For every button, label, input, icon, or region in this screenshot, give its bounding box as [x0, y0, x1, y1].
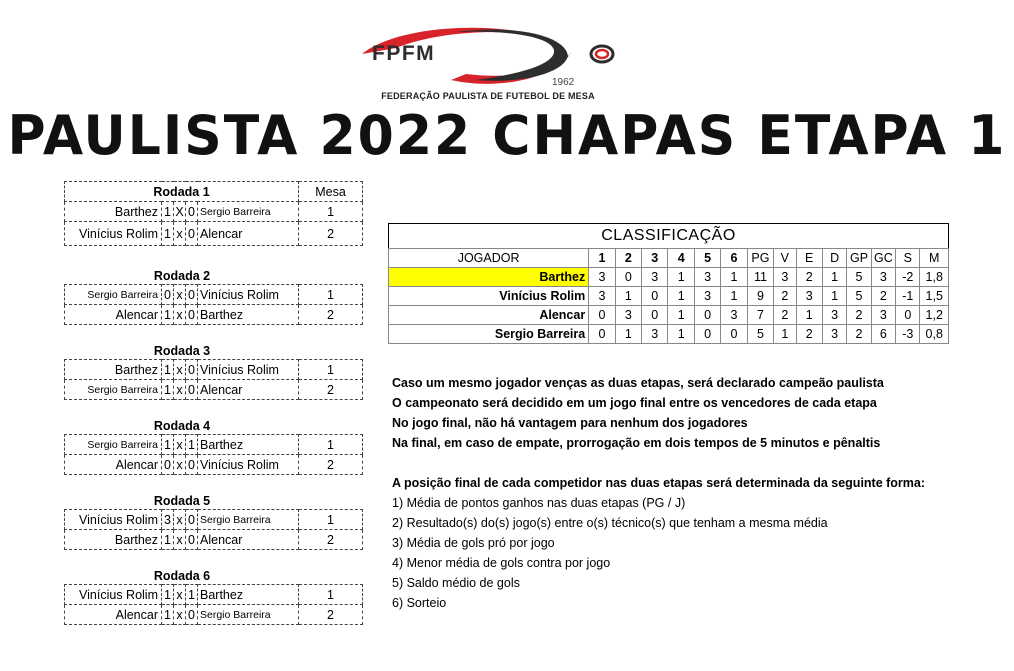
cell: 1 — [721, 287, 747, 306]
header-cell: S — [896, 249, 920, 268]
score-separator: X — [174, 202, 186, 222]
away-score: 0 — [186, 360, 198, 380]
cell: 2 — [774, 306, 796, 325]
table-row — [65, 530, 363, 550]
cell: 3 — [796, 287, 822, 306]
cell: 3 — [721, 306, 747, 325]
classification-table — [388, 248, 949, 344]
cell: 0 — [615, 268, 641, 287]
cell: -1 — [896, 287, 920, 306]
cell: 0 — [589, 325, 615, 344]
player-name: Barthez — [389, 268, 589, 287]
cell: 2 — [847, 306, 871, 325]
table-row — [65, 222, 363, 246]
rule-line: O campeonato será decidido em um jogo final entre os vencedores de cada etapa — [392, 396, 877, 410]
table-row — [65, 455, 363, 475]
score-separator: x — [174, 510, 186, 530]
home-player: Vinícius Rolim — [65, 585, 162, 605]
player-name: Alencar — [389, 306, 589, 325]
mesa-number: 2 — [299, 455, 363, 475]
mesa-number: 1 — [299, 510, 363, 530]
cell: 5 — [847, 268, 871, 287]
header-cell: JOGADOR — [389, 249, 589, 268]
away-score: 0 — [186, 305, 198, 325]
cell: 3 — [871, 268, 895, 287]
cell: 11 — [747, 268, 773, 287]
rule-line: Caso um mesmo jogador venças as duas etapas, será declarado campeão paulista — [392, 376, 884, 390]
home-score: 3 — [162, 510, 174, 530]
criteria-item: 2) Resultado(s) do(s) jogo(s) entre o(s) técnico(s) que tenham a mesma média — [392, 516, 828, 530]
away-player: Alencar — [198, 530, 299, 550]
criteria-item: 1) Média de pontos ganhos nas duas etapas (PG / J) — [392, 496, 686, 510]
cell: 1,5 — [920, 287, 949, 306]
mesa-number: 2 — [299, 530, 363, 550]
cell: 0 — [694, 306, 720, 325]
away-score: 0 — [186, 285, 198, 305]
round-title: Rodada 2 — [153, 269, 211, 283]
cell: 1 — [721, 268, 747, 287]
home-score: 1 — [162, 585, 174, 605]
away-player: Vinícius Rolim — [198, 360, 299, 380]
home-player: Alencar — [65, 455, 162, 475]
round-4-table — [64, 434, 363, 475]
cell: 2 — [871, 287, 895, 306]
cell: 1 — [822, 287, 846, 306]
cell: 5 — [847, 287, 871, 306]
round-1-table — [64, 181, 363, 246]
header-cell: 5 — [694, 249, 720, 268]
header-cell: 6 — [721, 249, 747, 268]
fpfm-logo — [356, 22, 620, 104]
away-player: Sergio Barreira — [198, 202, 299, 222]
home-player: Sergio Barreira — [65, 285, 162, 305]
mesa-number: 1 — [299, 285, 363, 305]
table-row — [65, 305, 363, 325]
header-cell: 2 — [615, 249, 641, 268]
table-row — [65, 510, 363, 530]
score-separator: x — [174, 380, 186, 400]
score-separator: x — [174, 605, 186, 625]
table-row — [389, 268, 949, 287]
away-player: Barthez — [198, 585, 299, 605]
home-player: Vinícius Rolim — [65, 222, 162, 246]
header-cell: V — [774, 249, 796, 268]
home-player: Barthez — [65, 360, 162, 380]
cell: 1 — [822, 268, 846, 287]
cell: 9 — [747, 287, 773, 306]
rounds-panel — [64, 181, 362, 625]
cell: 1 — [668, 325, 694, 344]
home-score: 0 — [162, 285, 174, 305]
header-cell: 1 — [589, 249, 615, 268]
cell: 3 — [642, 268, 668, 287]
table-row — [65, 285, 363, 305]
cell: 1 — [668, 306, 694, 325]
cell: 3 — [694, 287, 720, 306]
cell: 3 — [615, 306, 641, 325]
criteria-title: A posição final de cada competidor nas duas etapas será determinada da seguinte forma: — [392, 476, 926, 490]
home-score: 0 — [162, 455, 174, 475]
mesa-number: 1 — [299, 585, 363, 605]
mesa-header: Mesa — [299, 182, 363, 202]
player-name: Sergio Barreira — [389, 325, 589, 344]
home-player: Barthez — [65, 202, 162, 222]
header-cell: GC — [871, 249, 895, 268]
home-score: 1 — [162, 605, 174, 625]
away-player: Sergio Barreira — [198, 605, 299, 625]
cell: 3 — [589, 287, 615, 306]
away-player: Barthez — [198, 435, 299, 455]
cell: -3 — [896, 325, 920, 344]
header-cell: D — [822, 249, 846, 268]
table-row — [389, 325, 949, 344]
mesa-number: 2 — [299, 305, 363, 325]
score-separator: x — [174, 305, 186, 325]
cell: 1,8 — [920, 268, 949, 287]
table-row — [389, 306, 949, 325]
away-score: 0 — [186, 530, 198, 550]
home-score: 1 — [162, 380, 174, 400]
cell: 3 — [589, 268, 615, 287]
cell: 0 — [721, 325, 747, 344]
score-separator: x — [174, 285, 186, 305]
round-2-table — [64, 284, 363, 325]
cell: 1 — [774, 325, 796, 344]
header-cell: 4 — [668, 249, 694, 268]
mesa-number: 1 — [299, 360, 363, 380]
cell: 1 — [796, 306, 822, 325]
mesa-number: 2 — [299, 222, 363, 246]
home-score: 1 — [162, 360, 174, 380]
away-player: Barthez — [198, 305, 299, 325]
away-player: Alencar — [198, 222, 299, 246]
mesa-number: 2 — [299, 605, 363, 625]
home-player: Sergio Barreira — [65, 435, 162, 455]
logo-subtitle: FEDERAÇÃO PAULISTA DE FUTEBOL DE MESA — [381, 91, 595, 101]
score-separator: x — [174, 455, 186, 475]
score-separator: x — [174, 585, 186, 605]
away-player: Sergio Barreira — [198, 510, 299, 530]
cell: 0 — [642, 287, 668, 306]
player-name: Vinícius Rolim — [389, 287, 589, 306]
home-player: Alencar — [65, 605, 162, 625]
away-score: 0 — [186, 510, 198, 530]
score-separator: x — [174, 222, 186, 246]
cell: 2 — [774, 287, 796, 306]
home-player: Vinícius Rolim — [65, 510, 162, 530]
table-row — [65, 435, 363, 455]
classification-panel — [388, 223, 949, 344]
away-score: 1 — [186, 585, 198, 605]
mesa-number: 2 — [299, 380, 363, 400]
cell: 1 — [615, 325, 641, 344]
score-separator: x — [174, 435, 186, 455]
round-5-table — [64, 509, 363, 550]
criteria-item: 6) Sorteio — [392, 596, 447, 610]
round-title: Rodada 6 — [153, 569, 211, 583]
cell: 0 — [896, 306, 920, 325]
table-row — [65, 380, 363, 400]
score-separator: x — [174, 360, 186, 380]
cell: 1 — [615, 287, 641, 306]
cell: 3 — [694, 268, 720, 287]
criteria-item: 5) Saldo médio de gols — [392, 576, 520, 590]
logo-year: 1962 — [552, 77, 575, 88]
away-score: 0 — [186, 455, 198, 475]
cell: 1,2 — [920, 306, 949, 325]
home-player: Barthez — [65, 530, 162, 550]
home-score: 1 — [162, 530, 174, 550]
cell: 6 — [871, 325, 895, 344]
round-title: Rodada 4 — [153, 419, 211, 433]
mesa-number: 1 — [299, 435, 363, 455]
mesa-number: 1 — [299, 202, 363, 222]
cell: 1 — [668, 268, 694, 287]
cell: -2 — [896, 268, 920, 287]
cell: 3 — [642, 325, 668, 344]
round-3-table — [64, 359, 363, 400]
header-cell: 3 — [642, 249, 668, 268]
rules-notes — [392, 373, 992, 613]
cell: 2 — [796, 268, 822, 287]
home-player: Alencar — [65, 305, 162, 325]
home-score: 1 — [162, 202, 174, 222]
cell: 3 — [822, 306, 846, 325]
cell: 5 — [747, 325, 773, 344]
classification-title: CLASSIFICAÇÃO — [388, 223, 949, 248]
rule-line: Na final, em caso de empate, prorrogação em dois tempos de 5 minutos e pênaltis — [392, 436, 881, 450]
cell: 2 — [847, 325, 871, 344]
away-score: 0 — [186, 605, 198, 625]
away-player: Alencar — [198, 380, 299, 400]
table-row — [389, 287, 949, 306]
home-score: 1 — [162, 435, 174, 455]
round-title: Rodada 5 — [153, 494, 211, 508]
cell: 1 — [668, 287, 694, 306]
header-cell: GP — [847, 249, 871, 268]
table-row — [65, 585, 363, 605]
page-title: PAULISTA 2022 CHAPAS ETAPA 1 — [7, 104, 1007, 168]
header-cell: PG — [747, 249, 773, 268]
round-6-table — [64, 584, 363, 625]
rule-line: No jogo final, não há vantagem para nenhum dos jogadores — [392, 416, 748, 430]
round-title: Rodada 3 — [153, 344, 211, 358]
cell: 3 — [822, 325, 846, 344]
away-score: 1 — [186, 435, 198, 455]
criteria-item: 3) Média de gols pró por jogo — [392, 536, 555, 550]
cell: 0 — [694, 325, 720, 344]
away-score: 0 — [186, 222, 198, 246]
away-score: 0 — [186, 380, 198, 400]
cell: 3 — [871, 306, 895, 325]
table-row — [65, 605, 363, 625]
cell: 2 — [796, 325, 822, 344]
away-score: 0 — [186, 202, 198, 222]
header-cell: M — [920, 249, 949, 268]
cell: 7 — [747, 306, 773, 325]
cell: 0,8 — [920, 325, 949, 344]
criteria-item: 4) Menor média de gols contra por jogo — [392, 556, 611, 570]
home-player: Sergio Barreira — [65, 380, 162, 400]
table-row — [65, 360, 363, 380]
cell: 0 — [642, 306, 668, 325]
away-player: Vinícius Rolim — [198, 455, 299, 475]
score-separator: x — [174, 530, 186, 550]
logo-wordmark: FPFM — [372, 42, 436, 65]
home-score: 1 — [162, 305, 174, 325]
cell: 0 — [589, 306, 615, 325]
round-title: Rodada 1 — [65, 182, 299, 202]
cell: 3 — [774, 268, 796, 287]
home-score: 1 — [162, 222, 174, 246]
table-row — [65, 202, 363, 222]
classification-header-row — [389, 249, 949, 268]
away-player: Vinícius Rolim — [198, 285, 299, 305]
header-cell: E — [796, 249, 822, 268]
